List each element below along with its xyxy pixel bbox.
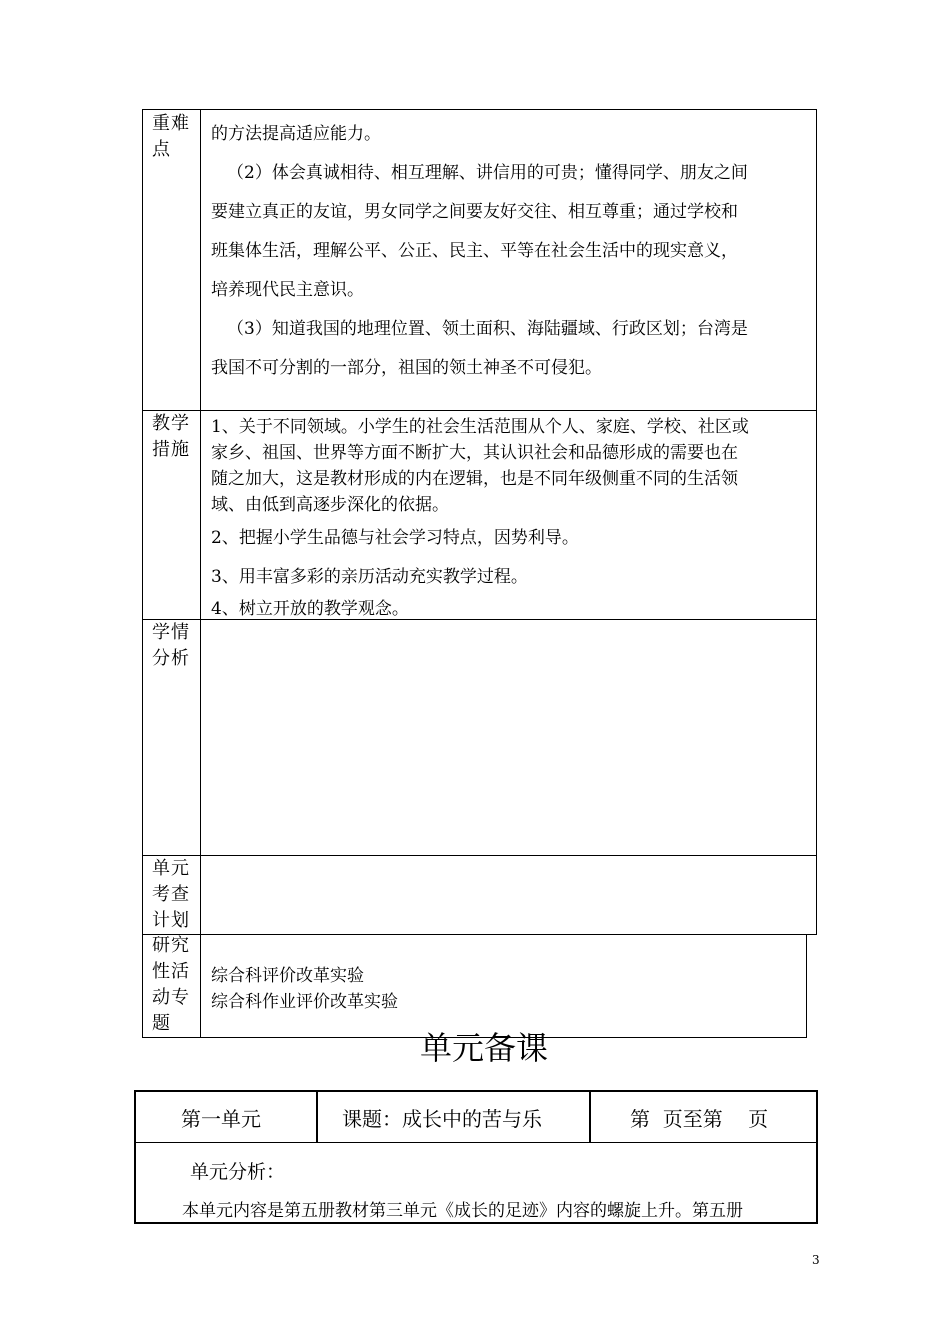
unit-analysis-label: 单元分析： <box>190 1161 286 1183</box>
key-points-line-6: （3）知道我国的地理位置、领土面积、海陆疆域、行政区划；台湾是 <box>227 319 748 339</box>
assessment-plan-cell <box>201 856 816 934</box>
learning-analysis-cell <box>201 620 816 855</box>
measures-line-4: 域、由低到高逐步深化的依据。 <box>211 495 449 515</box>
measures-line-5: 2、把握小学生品德与社会学习特点，因势利导。 <box>211 528 579 548</box>
key-points-line-5: 培养现代民主意识。 <box>211 280 364 300</box>
research-line-2: 综合科作业评价改革实验 <box>211 992 398 1012</box>
label-learning-analysis: 学情 分析 <box>152 622 190 669</box>
key-points-line-1: 的方法提高适应能力。 <box>211 124 381 144</box>
label-key-points: 重难 点 <box>152 113 190 160</box>
measures-line-6: 3、用丰富多彩的亲历活动充实教学过程。 <box>211 567 528 587</box>
measures-line-3: 随之加大，这是教材形成的内在逻辑，也是不同年级侧重不同的生活领 <box>211 469 738 489</box>
measures-line-1: 1、关于不同领域。小学生的社会生活范围从个人、家庭、学校、社区或 <box>211 417 749 437</box>
unit-name: 第一单元 <box>181 1107 261 1131</box>
page-number: 3 <box>812 1253 820 1267</box>
page-heading: 单元备课 <box>419 1029 548 1067</box>
key-points-line-7: 我国不可分割的一部分，祖国的领土神圣不可侵犯。 <box>211 358 602 378</box>
research-line-1: 综合科评价改革实验 <box>211 966 364 986</box>
label-assessment-plan: 单元 考查 计划 <box>152 858 190 931</box>
key-points-line-4: 班集体生活，理解公平、公正、民主、平等在社会生活中的现实意义， <box>211 241 738 261</box>
key-points-line-2: （2）体会真诚相待、相互理解、讲信用的可贵；懂得同学、朋友之间 <box>227 163 748 183</box>
label-research-activity: 研究 性活 动专 题 <box>152 935 190 1034</box>
measures-line-2: 家乡、祖国、世界等方面不断扩大，其认识社会和品德形成的需要也在 <box>211 443 738 463</box>
unit-pages: 第 页至第 页 <box>630 1107 769 1131</box>
measures-line-7: 4、树立开放的教学观念。 <box>211 599 409 619</box>
unit-analysis-text: 本单元内容是第五册教材第三单元《成长的足迹》内容的螺旋上升。第五册 <box>182 1201 743 1221</box>
label-teaching-measures: 教学 措施 <box>152 413 190 460</box>
key-points-line-3: 要建立真正的友谊，男女同学之间要友好交往、相互尊重；通过学校和 <box>211 202 738 222</box>
unit-topic: 课题：成长中的苦与乐 <box>342 1107 542 1131</box>
